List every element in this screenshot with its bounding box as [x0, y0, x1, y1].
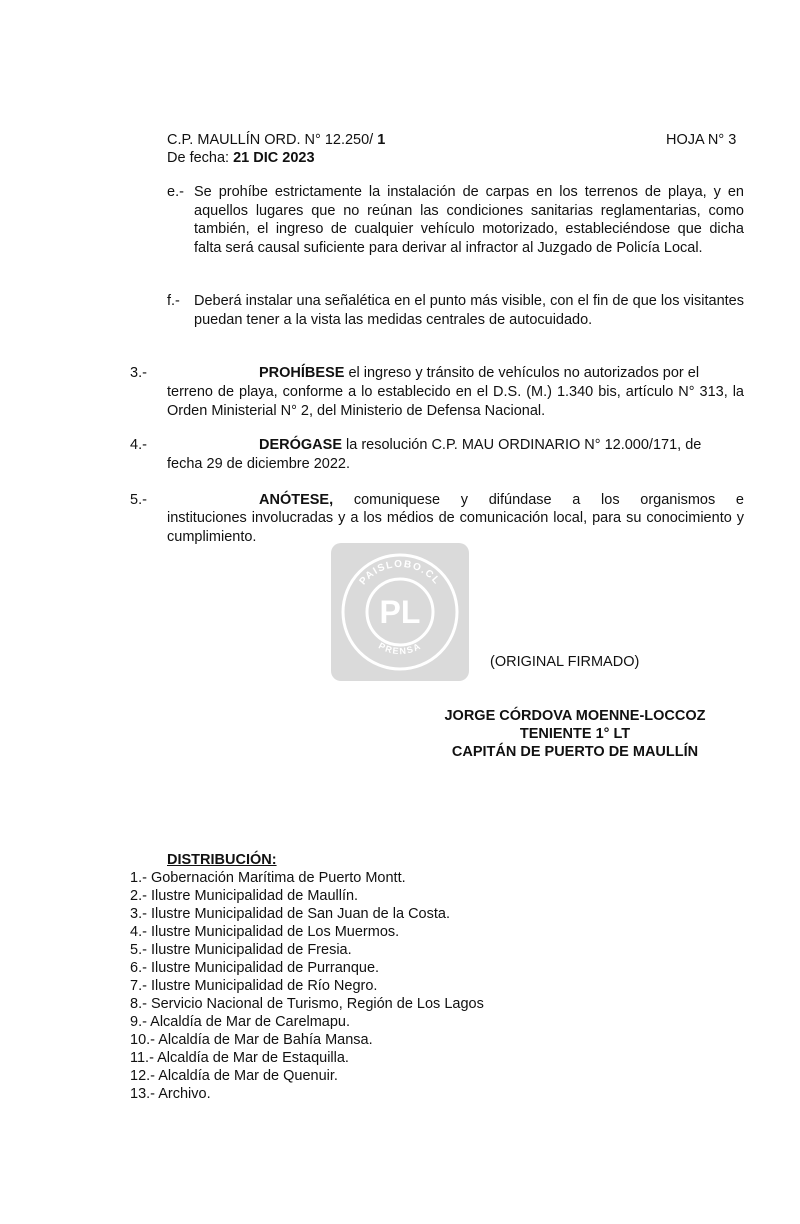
ordinance-suffix: 1	[377, 132, 386, 148]
document-reference	[167, 131, 385, 149]
distribution-item: 10.- Alcaldía de Mar de Bahía Mansa.	[130, 1032, 373, 1048]
item-e-marker: e.-	[167, 184, 184, 200]
document-date	[167, 149, 315, 167]
item-f-text: Deberá instalar una señalética en el punto más visible, con el fin de que los visitantes puedan tener a la vista las medidas centrales de autocuidado.	[194, 293, 744, 328]
article-4-first-line	[259, 436, 701, 454]
article-4-text: fecha 29 de diciembre 2022.	[167, 456, 350, 472]
article-3-first-text: el ingreso y tránsito de vehículos no autorizados por el	[344, 365, 700, 381]
article-4-number: 4.-	[130, 437, 147, 453]
article-5-first-line	[259, 491, 744, 510]
article-5-verb: ANÓTESE,	[259, 492, 334, 508]
distribution-item: 1.- Gobernación Marítima de Puerto Montt.	[130, 870, 406, 886]
watermark-top-text: PAISLOBO.CL	[357, 558, 443, 588]
distribution-item: 9.- Alcaldía de Mar de Carelmapu.	[130, 1014, 351, 1030]
page-number: HOJA N° 3	[666, 132, 737, 148]
article-4-verb: DERÓGASE	[259, 437, 342, 453]
article-3-text: terreno de playa, conforme a lo establecido en el D.S. (M.) 1.340 bis, artículo N° 313, la Orden Ministerial N° 2, del Ministerio de Defensa Nacional.	[167, 384, 744, 419]
date-value: 21 DIC 2023	[233, 150, 315, 166]
distribution-item: 7.- Ilustre Municipalidad de Río Negro.	[130, 978, 378, 994]
distribution-item: 8.- Servicio Nacional de Turismo, Región de Los Lagos	[130, 996, 484, 1012]
signatory-position: CAPITÁN DE PUERTO DE MAULLÍN	[451, 744, 699, 760]
article-5-number: 5.-	[130, 492, 147, 508]
item-f-marker: f.-	[167, 293, 180, 309]
date-label: De fecha:	[167, 150, 234, 166]
distribution-item: 13.- Archivo.	[130, 1086, 211, 1102]
distribution-item: 11.- Alcaldía de Mar de Estaquilla.	[130, 1050, 349, 1066]
original-signed-note: (ORIGINAL FIRMADO)	[490, 654, 640, 670]
article-4-first-text: la resolución C.P. MAU ORDINARIO N° 12.000/171, de	[342, 437, 702, 453]
article-3-verb: PROHÍBESE	[259, 365, 345, 381]
watermark-seal-icon	[331, 543, 469, 681]
paislobo-watermark-logo	[331, 543, 469, 681]
distribution-item: 6.- Ilustre Municipalidad de Purranque.	[130, 960, 380, 976]
article-3-number: 3.-	[130, 365, 147, 381]
watermark-initials: PL	[379, 594, 421, 630]
watermark-bottom-text: PRENSA	[376, 640, 424, 657]
article-5-first-text: comuniquese y difúndase a los organismos e	[333, 492, 744, 508]
signatory-name: JORGE CÓRDOVA MOENNE-LOCCOZ	[444, 708, 706, 724]
distribution-item: 12.- Alcaldía de Mar de Quenuir.	[130, 1068, 338, 1084]
distribution-item: 3.- Ilustre Municipalidad de San Juan de la Costa.	[130, 906, 450, 922]
item-e-text: Se prohíbe estrictamente la instalación de carpas en los terrenos de playa, y en aquellos lugares que no reúnan las condiciones sanitarias reglamentarias, como también, el ingreso de cualquier vehículo motorizado, estableciéndose que dicha falta será causal suficiente para derivar al infractor al Juzgado de Policía Local.	[194, 184, 744, 256]
signatory-rank: TENIENTE 1° LT	[519, 726, 631, 742]
distribution-item: 2.- Ilustre Municipalidad de Maullín.	[130, 888, 359, 904]
distribution-item: 5.- Ilustre Municipalidad de Fresia.	[130, 942, 352, 958]
article-3-first-line	[259, 364, 699, 382]
distribution-item: 4.- Ilustre Municipalidad de Los Muermos.	[130, 924, 400, 940]
ordinance-number: C.P. MAULLÍN ORD. N° 12.250/	[167, 132, 378, 148]
article-5-text: instituciones involucradas y a los médios de comunicación local, para su conocimiento y cumplimiento.	[167, 510, 744, 545]
distribution-heading: DISTRIBUCIÓN:	[167, 852, 277, 868]
